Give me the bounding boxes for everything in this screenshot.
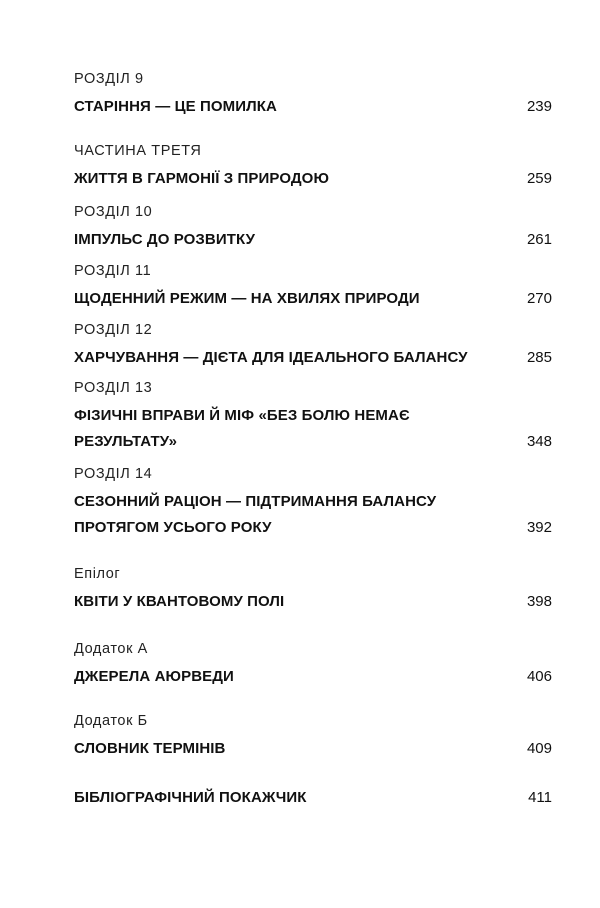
entry-title-line: ХАРЧУВАННЯ — ДІЄТА ДЛЯ ІДЕАЛЬНОГО БАЛАНСУ (74, 349, 468, 366)
entry-title (74, 94, 277, 120)
entry-label: Додаток А (74, 641, 148, 657)
entry-page-number: 406 (526, 668, 552, 685)
entry-title (74, 664, 234, 690)
entry-label: РОЗДІЛ 10 (74, 204, 153, 220)
toc-entry (74, 262, 552, 312)
entry-row (74, 94, 552, 120)
toc-entry (74, 142, 552, 192)
entry-title (74, 286, 420, 312)
entry-row (74, 403, 552, 455)
entry-label: РОЗДІЛ 13 (74, 380, 153, 396)
entry-page-number: 398 (526, 593, 552, 610)
entry-label: Додаток Б (74, 713, 148, 729)
entry-page-number: 270 (526, 290, 552, 307)
entry-row (74, 166, 552, 192)
entry-page-number: 392 (526, 519, 552, 536)
entry-label: РОЗДІЛ 11 (74, 263, 152, 279)
entry-title (74, 227, 255, 253)
entry-row (74, 589, 552, 615)
entry-label: ЧАСТИНА ТРЕТЯ (74, 143, 202, 159)
entry-title-line: ІМПУЛЬС ДО РОЗВИТКУ (74, 231, 256, 248)
entry-row (74, 227, 552, 253)
entry-title (74, 403, 410, 455)
entry-page-number: 409 (526, 740, 552, 757)
entry-title-line: РЕЗУЛЬТАТУ» (74, 433, 178, 450)
entry-page-number: 411 (528, 789, 552, 806)
entry-title-line: ДЖЕРЕЛА АЮРВЕДИ (74, 668, 234, 685)
entry-row (74, 345, 552, 371)
toc-entry (74, 565, 552, 615)
entry-title-line: СЛОВНИК ТЕРМІНІВ (74, 740, 226, 757)
entry-title-line: ЖИТТЯ В ГАРМОНІЇ З ПРИРОДОЮ (74, 170, 330, 187)
entry-row (74, 664, 552, 690)
entry-title-line: КВІТИ У КВАНТОВОМУ ПОЛІ (74, 593, 285, 610)
entry-title (74, 785, 307, 811)
entry-title-line: ПРОТЯГОМ УСЬОГО РОКУ (74, 519, 272, 536)
entry-label: РОЗДІЛ 14 (74, 466, 153, 482)
entry-title-line: ЩОДЕННИЙ РЕЖИМ — НА ХВИЛЯХ ПРИРОДИ (74, 290, 420, 307)
toc-entry (74, 70, 552, 120)
entry-title-line: СТАРІННЯ — ЦЕ ПОМИЛКА (74, 98, 277, 115)
entry-title-line: ФІЗИЧНІ ВПРАВИ Й МІФ «БЕЗ БОЛЮ НЕМАЄ (74, 407, 410, 424)
entry-title-line: БІБЛІОГРАФІЧНИЙ ПОКАЖЧИК (74, 789, 307, 806)
entry-page-number: 285 (526, 349, 552, 366)
entry-row (74, 286, 552, 312)
entry-title (74, 589, 284, 615)
entry-row (74, 785, 552, 811)
entry-label: Епілог (74, 566, 121, 582)
entry-title (74, 489, 436, 541)
entry-page-number: 348 (526, 433, 552, 450)
toc-entry (74, 712, 552, 762)
entry-title (74, 345, 468, 371)
toc-entry (74, 785, 552, 811)
toc-entry (74, 203, 552, 253)
entry-row (74, 736, 552, 762)
toc-entry (74, 465, 552, 541)
toc-entry (74, 321, 552, 371)
entry-page-number: 259 (526, 170, 552, 187)
entry-label: РОЗДІЛ 9 (74, 71, 144, 87)
entry-title-line: СЕЗОННИЙ РАЦІОН — ПІДТРИМАННЯ БАЛАНСУ (74, 493, 437, 510)
entry-page-number: 239 (526, 98, 552, 115)
entry-row (74, 489, 552, 541)
entry-label: РОЗДІЛ 12 (74, 322, 153, 338)
toc-entry (74, 379, 552, 455)
entry-page-number: 261 (526, 231, 552, 248)
toc-entry (74, 640, 552, 690)
entry-title (74, 166, 329, 192)
entry-title (74, 736, 226, 762)
